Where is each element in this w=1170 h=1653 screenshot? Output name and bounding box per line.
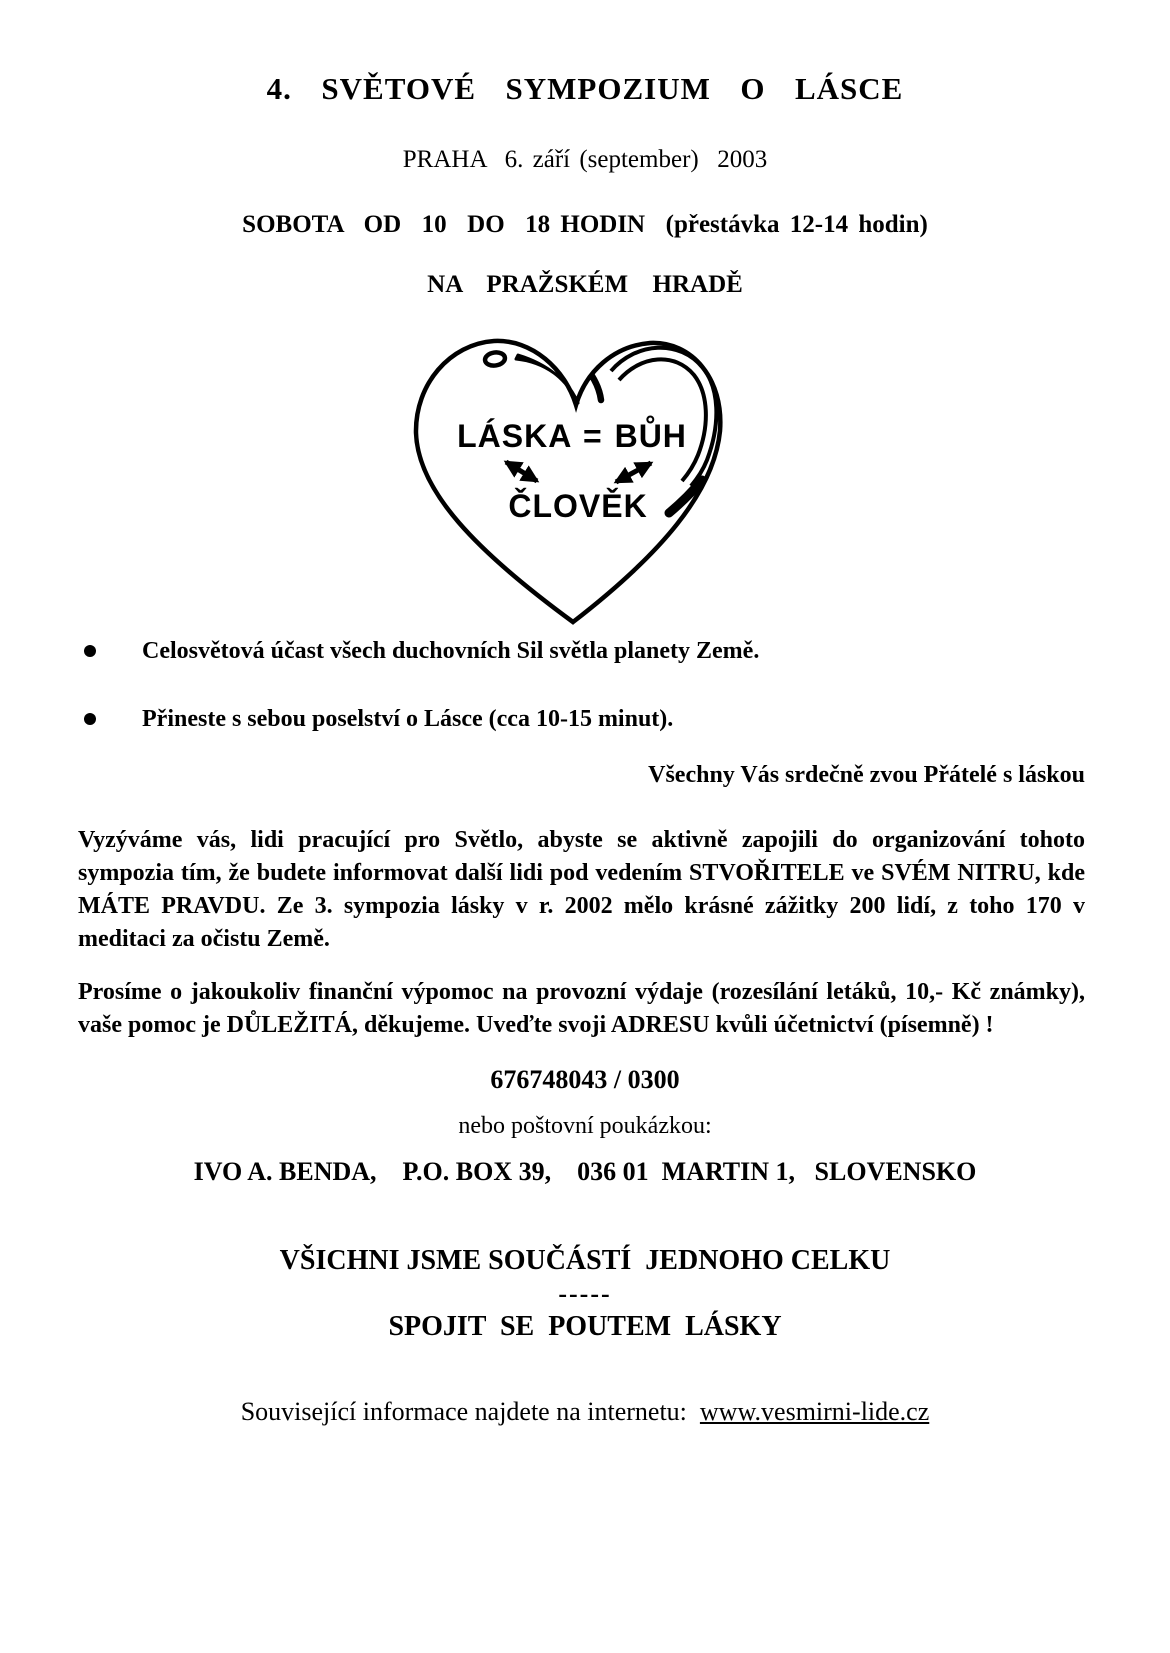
bond-line: SPOJIT SE POUTEM LÁSKY xyxy=(388,1311,782,1342)
paragraph-call-to-action: Vyzýváme vás, lidi pracující pro Světlo, abyste se aktivně zapojili do organizování tohoto sympozia tím, že budete informovat další lidi pod vedením STVOŘITELE ve SVÉM NITRU, kde MÁTE PRAVDU. Ze 3. sympozia lásky v r. 2002 mělo krásné zážitky 200 lidí, z toho 170 v meditaci za očistu Země. xyxy=(78,827,1085,952)
invitation-line: Všechny Vás srdečně zvou Přátelé s láskou xyxy=(648,762,1085,788)
arrow-laska-clovek xyxy=(506,462,537,481)
website-link[interactable]: www.vesmirni-lide.cz xyxy=(699,1397,930,1426)
arrow-clovek-buh xyxy=(616,463,651,482)
venue-line: NA PRAŽSKÉM HRADĚ xyxy=(427,271,743,298)
time-line: SOBOTA OD 10 DO 18 HODIN (přestávka 12-14 hodin) xyxy=(242,211,928,238)
heart-outline-path xyxy=(416,341,720,622)
divider-dashes: ----- xyxy=(558,1279,612,1308)
footer-info-text: Související informace najdete na internetu: xyxy=(240,1397,700,1426)
bullet-dot-icon xyxy=(84,645,96,657)
heart-icon xyxy=(406,329,736,625)
clovek-label: ČLOVĚK xyxy=(508,488,648,524)
heart-cleft-dash xyxy=(592,376,601,400)
footer-info-line xyxy=(0,1394,1170,1430)
bullet-item-message xyxy=(0,703,1170,735)
unity-line: VŠICHNI JSME SOUČÁSTÍ JEDNOHO CELKU xyxy=(279,1245,891,1276)
bullet-dot-icon xyxy=(84,713,96,725)
bullet-text: Přineste s sebou poselství o Lásce (cca 10-15 minut). xyxy=(142,706,674,732)
heart-oval-accent xyxy=(484,351,506,367)
paragraph-donation-request: Prosíme o jakoukoliv finanční výpomoc na provozní výdaje (rozesílání letáků, 10,- Kč známky), vaše pomoc je DŮLEŽITÁ, děkujeme. Uveďte svoji ADRESU kvůli účetnictví (písemně) ! xyxy=(78,979,1085,1038)
laska-buh-label: LÁSKA = BŮH xyxy=(457,418,687,454)
address-line: IVO A. BENDA, P.O. BOX 39, 036 01 MARTIN 1, SLOVENSKO xyxy=(193,1157,977,1186)
page-title: 4. SVĚTOVÉ SYMPOZIUM O LÁSCE xyxy=(266,71,904,106)
date-line: PRAHA 6. září (september) 2003 xyxy=(402,146,768,173)
bullet-text: Celosvětová účast všech duchovních Sil světla planety Země. xyxy=(142,638,760,664)
heart-echo-line-outer xyxy=(611,348,716,486)
account-number: 676748043 / 0300 xyxy=(490,1065,680,1094)
postal-option-line: nebo poštovní poukázkou: xyxy=(458,1113,712,1139)
bullet-item-participation xyxy=(0,635,1170,667)
heart-figure xyxy=(0,329,1170,625)
